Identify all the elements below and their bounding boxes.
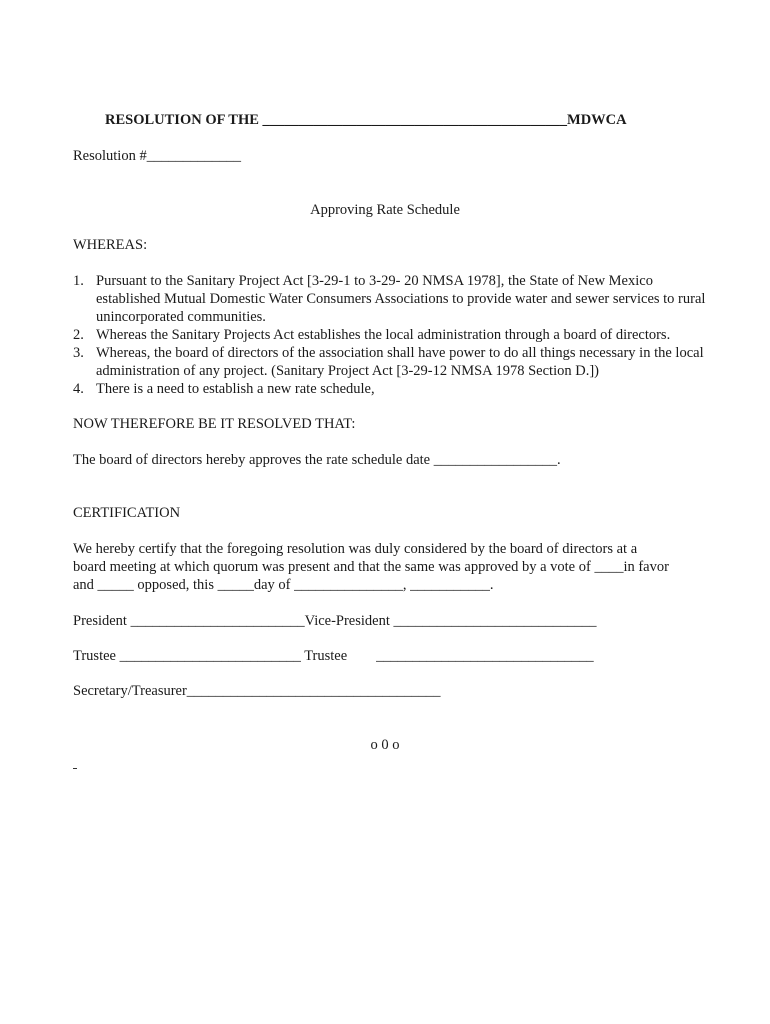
- signature-president-line: President ________________________Vice-President ____________________________: [73, 613, 597, 629]
- whereas-item: [73, 326, 713, 344]
- resolved-text: The board of directors hereby approves the rate schedule date _________________.: [73, 452, 561, 468]
- certification-line: board meeting at which quorum was present and that the same was approved by a vote of ____in favor: [73, 559, 669, 575]
- dash-mark: [73, 768, 77, 769]
- whereas-item-text: Whereas the Sanitary Projects Act establishes the local administration through a board of directors.: [96, 327, 671, 343]
- whereas-list: [73, 272, 713, 398]
- certification-line: and _____ opposed, this _____day of _______________, ___________.: [73, 577, 494, 593]
- whereas-item: [73, 344, 713, 380]
- whereas-item-number: 4.: [73, 381, 84, 397]
- resolution-number: Resolution #_____________: [73, 148, 241, 164]
- signature-trustee-line: Trustee _________________________ Trustee ______________________________: [73, 648, 594, 664]
- certification-heading: CERTIFICATION: [73, 505, 181, 521]
- whereas-item-number: 1.: [73, 273, 84, 289]
- whereas-item-number: 3.: [73, 345, 84, 361]
- signature-secretary-line: Secretary/Treasurer___________________________________: [73, 683, 441, 699]
- resolution-subject: Approving Rate Schedule: [310, 202, 460, 218]
- whereas-item-text: There is a need to establish a new rate schedule,: [96, 381, 375, 397]
- resolved-heading: NOW THEREFORE BE IT RESOLVED THAT:: [73, 416, 356, 432]
- resolution-title: RESOLUTION OF THE __________________________________________MDWCA: [105, 112, 627, 128]
- whereas-item-text: Pursuant to the Sanitary Project Act [3-29-1 to 3-29- 20 NMSA 1978], the State of New Mexico established Mutual Domestic Water Consumers Associations to provide water and sewer services to rural unincorporated communities.: [96, 273, 706, 325]
- whereas-item: [73, 272, 713, 326]
- whereas-item-number: 2.: [73, 327, 84, 343]
- end-mark: o 0 o: [370, 737, 400, 753]
- whereas-item: [73, 380, 713, 398]
- whereas-item-text: Whereas, the board of directors of the association shall have power to do all things necessary in the local administration of any project. (Sanitary Project Act [3-29-12 NMSA 1978 Section D.]): [96, 345, 704, 379]
- certification-line: We hereby certify that the foregoing resolution was duly considered by the board of directors at a: [73, 541, 638, 557]
- whereas-heading: WHEREAS:: [73, 237, 148, 253]
